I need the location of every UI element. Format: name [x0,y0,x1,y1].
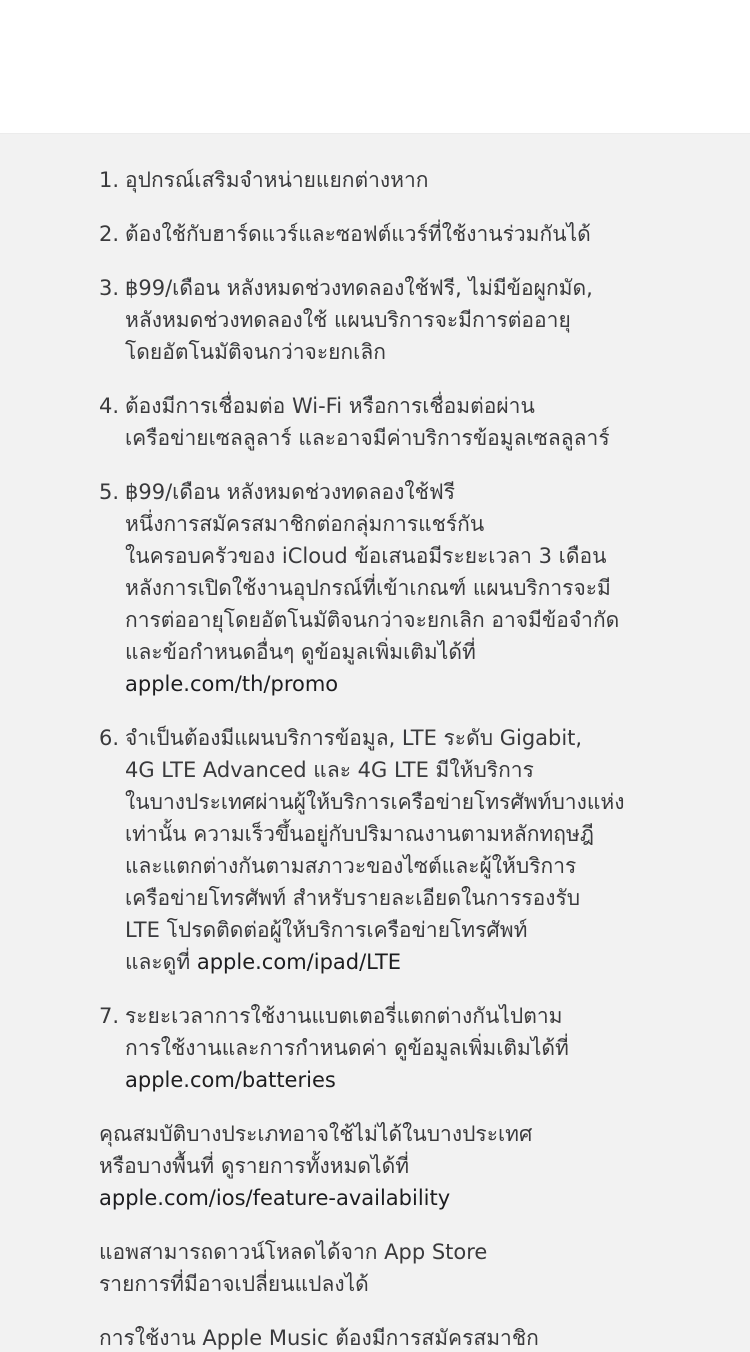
footnote-text: ฿99/เดือน หลังหมดช่วงทดลองใช้ฟรี, ไม่มีข้อผูกมัด, [125,276,593,300]
promo-link[interactable]: apple.com/th/promo [125,672,339,696]
note-text: การใช้งาน Apple Music ต้องมีการสมัครสมาชิก [99,1326,539,1350]
footnote-text: และแตกต่างกันตามสภาวะของไซต์และผู้ให้บริการ [125,854,577,878]
footnote-text: ฿99/เดือน หลังหมดช่วงทดลองใช้ฟรี [125,480,456,504]
note-text: หรือบางพื้นที่ ดูรายการทั้งหมดได้ที่ [99,1154,410,1178]
footnote-text: 4G LTE Advanced และ 4G LTE มีให้บริการ [125,758,534,782]
top-blank-area [0,0,750,133]
footnotes-section [0,133,750,1352]
footnote-list [0,164,750,1096]
note-text: คุณสมบัติบางประเภทอาจใช้ไม่ได้ในบางประเทศ [99,1122,533,1146]
footnote-4 [99,390,750,454]
footnote-text: หลังหมดช่วงทดลองใช้ แผนบริการจะมีการต่ออายุ [125,308,571,332]
footnote-text: เท่านั้น ความเร็วขึ้นอยู่กับปริมาณงานตามหลักทฤษฎี [125,822,594,846]
footnote-text: ต้องใช้กับฮาร์ดแวร์และซอฟต์แวร์ที่ใช้งานร่วมกันได้ [125,222,591,246]
note-text: แอพสามารถดาวน์โหลดได้จาก App Store [99,1240,488,1264]
footnote-text: จำเป็นต้องมีแผนบริการข้อมูล, LTE ระดับ Gigabit, [125,726,583,750]
footnote-text: โดยอัตโนมัติจนกว่าจะยกเลิก [125,340,386,364]
footnote-number: 2. [99,222,120,246]
footnote-7 [99,1000,750,1096]
footnote-text-with-link [125,946,750,978]
footnote-text: การใช้งานและการกำหนดค่า ดูข้อมูลเพิ่มเติมได้ที่ [125,1036,569,1060]
footnote-text: ต้องมีการเชื่อมต่อ Wi-Fi หรือการเชื่อมต่อผ่าน [125,394,535,418]
footnote-text: อุปกรณ์เสริมจำหน่ายแยกต่างหาก [125,168,429,192]
footnote-text: เครือข่ายโทรศัพท์ สำหรับรายละเอียดในการรองรับ [125,886,581,910]
footnote-text: ในบางประเทศผ่านผู้ให้บริการเครือข่ายโทรศัพท์บางแห่ง [125,790,625,814]
footnote-5 [99,476,750,700]
footnote-6 [99,722,750,978]
feature-availability-note [0,1118,750,1214]
note-text: รายการที่มีอาจเปลี่ยนแปลงได้ [99,1272,369,1296]
footnote-2 [99,218,750,250]
footnote-number: 1. [99,168,120,192]
batteries-link[interactable]: apple.com/batteries [125,1068,336,1092]
footnote-number: 3. [99,276,120,300]
ipad-lte-link[interactable]: apple.com/ipad/LTE [196,950,402,974]
apple-music-note [0,1322,750,1352]
footnote-number: 6. [99,726,120,750]
footnote-text: ระยะเวลาการใช้งานแบตเตอรี่แตกต่างกันไปตาม [125,1004,563,1028]
feature-availability-link[interactable]: apple.com/ios/feature-availability [99,1186,451,1210]
footnote-text: และข้อกำหนดอื่นๆ ดูข้อมูลเพิ่มเติมได้ที่ [125,640,476,664]
footnote-text: เครือข่ายเซลลูลาร์ และอาจมีค่าบริการข้อมูลเซลลูลาร์ [125,426,610,450]
footnote-text: หนึ่งการสมัครสมาชิกต่อกลุ่มการแชร์กัน [125,512,485,536]
footnote-text: ในครอบครัวของ iCloud ข้อเสนอมีระยะเวลา 3 เดือน [125,544,607,568]
footnote-1 [99,164,750,196]
footnote-number: 7. [99,1004,120,1028]
footnote-text: LTE โปรดติดต่อผู้ให้บริการเครือข่ายโทรศัพท์ [125,918,528,942]
app-store-note [0,1236,750,1300]
footnote-number: 5. [99,480,120,504]
footnote-number: 4. [99,394,120,418]
footnote-text: การต่ออายุโดยอัตโนมัติจนกว่าจะยกเลิก อาจมีข้อจำกัด [125,608,620,632]
footnote-text: หลังการเปิดใช้งานอุปกรณ์ที่เข้าเกณฑ์ แผนบริการจะมี [125,576,611,600]
footnote-text-prefix: และดูที่ [125,950,197,974]
footnote-3 [99,272,750,368]
